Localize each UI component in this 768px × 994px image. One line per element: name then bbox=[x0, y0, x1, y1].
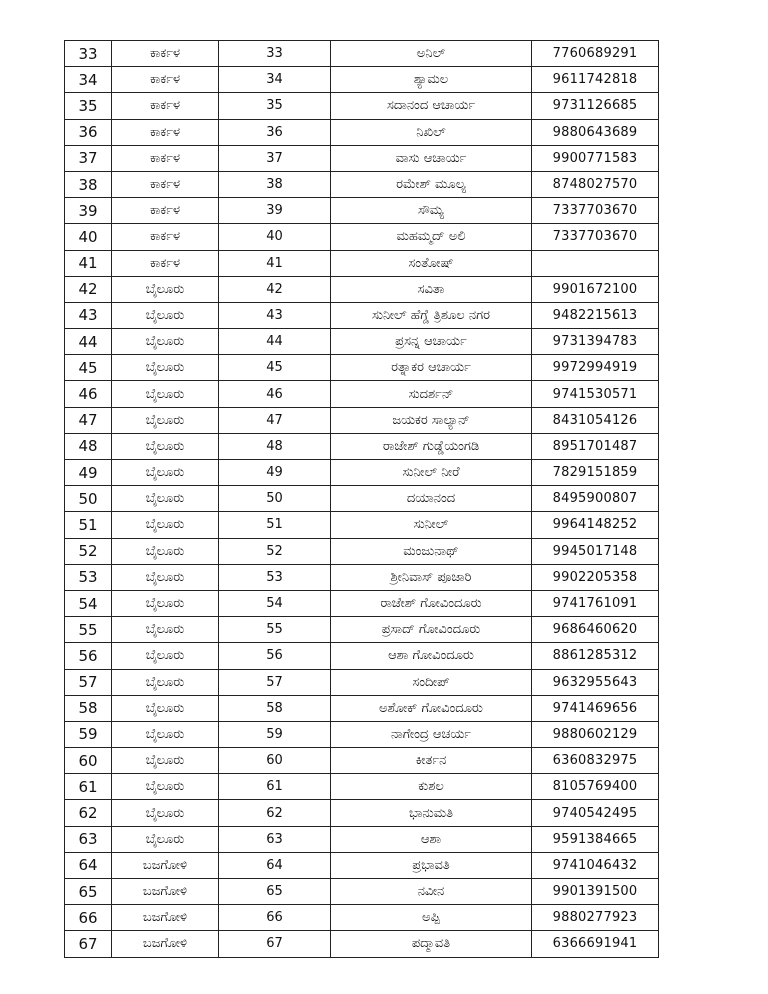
place-cell: ಬೈಲೂರು bbox=[112, 590, 219, 616]
person-name-cell: ಸುನೀಲ್ ನೀರೆ bbox=[331, 460, 532, 486]
serial-number-cell: 67 bbox=[65, 931, 112, 957]
serial-number-cell: 43 bbox=[65, 302, 112, 328]
table-row bbox=[65, 564, 659, 590]
table-row bbox=[65, 119, 659, 145]
booth-number-cell: 50 bbox=[219, 486, 331, 512]
serial-number-cell: 56 bbox=[65, 643, 112, 669]
place-cell: ಬೈಲೂರು bbox=[112, 617, 219, 643]
phone-number-cell: 9731126685 bbox=[532, 93, 659, 119]
phone-number-cell: 9611742818 bbox=[532, 67, 659, 93]
person-name-cell: ಪದ್ಮಾವತಿ bbox=[331, 931, 532, 957]
place-cell: ಬೈಲೂರು bbox=[112, 433, 219, 459]
serial-number-cell: 53 bbox=[65, 564, 112, 590]
person-name-cell: ನಿಖಿಲ್ bbox=[331, 119, 532, 145]
place-cell: ಬೈಲೂರು bbox=[112, 774, 219, 800]
place-cell: ಬಜಗೋಳಿ bbox=[112, 905, 219, 931]
place-cell: ಕಾರ್ಕಳ bbox=[112, 119, 219, 145]
serial-number-cell: 45 bbox=[65, 355, 112, 381]
phone-number-cell: 7829151859 bbox=[532, 460, 659, 486]
serial-number-cell: 50 bbox=[65, 486, 112, 512]
booth-number-cell: 38 bbox=[219, 171, 331, 197]
phone-number-cell: 9741761091 bbox=[532, 590, 659, 616]
booth-number-cell: 52 bbox=[219, 538, 331, 564]
serial-number-cell: 64 bbox=[65, 852, 112, 878]
person-name-cell: ಭಾನುಮತಿ bbox=[331, 800, 532, 826]
phone-number-cell: 9880602129 bbox=[532, 721, 659, 747]
booth-number-cell: 41 bbox=[219, 250, 331, 276]
booth-number-cell: 33 bbox=[219, 41, 331, 67]
place-cell: ಬೈಲೂರು bbox=[112, 460, 219, 486]
person-name-cell: ಸೌಮ್ಯ bbox=[331, 198, 532, 224]
place-cell: ಬೈಲೂರು bbox=[112, 381, 219, 407]
booth-number-cell: 47 bbox=[219, 407, 331, 433]
serial-number-cell: 41 bbox=[65, 250, 112, 276]
serial-number-cell: 35 bbox=[65, 93, 112, 119]
place-cell: ಬಜಗೋಳಿ bbox=[112, 852, 219, 878]
phone-number-cell: 9900771583 bbox=[532, 145, 659, 171]
table-row bbox=[65, 41, 659, 67]
phone-number-cell: 7337703670 bbox=[532, 198, 659, 224]
table-row bbox=[65, 276, 659, 302]
place-cell: ಬೈಲೂರು bbox=[112, 721, 219, 747]
table-row bbox=[65, 538, 659, 564]
person-name-cell: ಸುದರ್ಶನ್ bbox=[331, 381, 532, 407]
table-row bbox=[65, 774, 659, 800]
booth-number-cell: 56 bbox=[219, 643, 331, 669]
booth-number-cell: 67 bbox=[219, 931, 331, 957]
person-name-cell: ವಾಸು ಆಚಾರ್ಯ bbox=[331, 145, 532, 171]
person-name-cell: ರತ್ನಾಕರ ಆಚಾರ್ಯ bbox=[331, 355, 532, 381]
place-cell: ಬೈಲೂರು bbox=[112, 748, 219, 774]
phone-number-cell: 9902205358 bbox=[532, 564, 659, 590]
booth-number-cell: 34 bbox=[219, 67, 331, 93]
serial-number-cell: 44 bbox=[65, 329, 112, 355]
place-cell: ಬೈಲೂರು bbox=[112, 695, 219, 721]
phone-number-cell: 9901391500 bbox=[532, 879, 659, 905]
serial-number-cell: 65 bbox=[65, 879, 112, 905]
person-name-cell: ಅಪ್ಪಿ bbox=[331, 905, 532, 931]
place-cell: ಬಜಗೋಳಿ bbox=[112, 931, 219, 957]
serial-number-cell: 36 bbox=[65, 119, 112, 145]
serial-number-cell: 39 bbox=[65, 198, 112, 224]
phone-number-cell: 9880643689 bbox=[532, 119, 659, 145]
table-row bbox=[65, 669, 659, 695]
person-name-cell: ಸುನೀಲ್ ಹೆಗ್ಡೆ ತ್ರಿಶೂಲ ನಗರ bbox=[331, 302, 532, 328]
table-row bbox=[65, 433, 659, 459]
person-name-cell: ರಮೇಶ್ ಮೂಲ್ಯ bbox=[331, 171, 532, 197]
place-cell: ಬೈಲೂರು bbox=[112, 486, 219, 512]
place-cell: ಬೈಲೂರು bbox=[112, 407, 219, 433]
phone-number-cell: 9901672100 bbox=[532, 276, 659, 302]
document-page bbox=[64, 40, 658, 958]
person-name-cell: ಪ್ರಸಾದ್ ಗೋವಿಂದೂರು bbox=[331, 617, 532, 643]
serial-number-cell: 59 bbox=[65, 721, 112, 747]
table-body bbox=[65, 41, 659, 958]
table-row bbox=[65, 590, 659, 616]
table-row bbox=[65, 407, 659, 433]
phone-number-cell: 9731394783 bbox=[532, 329, 659, 355]
booth-number-cell: 54 bbox=[219, 590, 331, 616]
table-row bbox=[65, 721, 659, 747]
phone-number-cell bbox=[532, 250, 659, 276]
place-cell: ಕಾರ್ಕಳ bbox=[112, 93, 219, 119]
person-name-cell: ಪ್ರಸನ್ನ ಆಚಾರ್ಯ bbox=[331, 329, 532, 355]
person-name-cell: ಆಶಾ bbox=[331, 826, 532, 852]
booth-number-cell: 43 bbox=[219, 302, 331, 328]
phone-number-cell: 6366691941 bbox=[532, 931, 659, 957]
person-name-cell: ನಾಗೇಂದ್ರ ಆಚರ್ಯ bbox=[331, 721, 532, 747]
serial-number-cell: 55 bbox=[65, 617, 112, 643]
booth-number-cell: 48 bbox=[219, 433, 331, 459]
booth-number-cell: 55 bbox=[219, 617, 331, 643]
table-row bbox=[65, 879, 659, 905]
serial-number-cell: 60 bbox=[65, 748, 112, 774]
booth-number-cell: 63 bbox=[219, 826, 331, 852]
table-row bbox=[65, 198, 659, 224]
serial-number-cell: 47 bbox=[65, 407, 112, 433]
booth-number-cell: 66 bbox=[219, 905, 331, 931]
serial-number-cell: 54 bbox=[65, 590, 112, 616]
table-row bbox=[65, 643, 659, 669]
table-row bbox=[65, 329, 659, 355]
place-cell: ಕಾರ್ಕಳ bbox=[112, 145, 219, 171]
place-cell: ಬೈಲೂರು bbox=[112, 643, 219, 669]
person-name-cell: ಕುಶಲ bbox=[331, 774, 532, 800]
place-cell: ಕಾರ್ಕಳ bbox=[112, 67, 219, 93]
phone-number-cell: 9482215613 bbox=[532, 302, 659, 328]
booth-number-cell: 58 bbox=[219, 695, 331, 721]
table-row bbox=[65, 852, 659, 878]
person-name-cell: ರಾಜೇಶ್ ಗೋವಿಂದೂರು bbox=[331, 590, 532, 616]
place-cell: ಬಜಗೋಳಿ bbox=[112, 879, 219, 905]
person-name-cell: ಸದಾನಂದ ಆಚಾರ್ಯ bbox=[331, 93, 532, 119]
booth-number-cell: 44 bbox=[219, 329, 331, 355]
place-cell: ಕಾರ್ಕಳ bbox=[112, 250, 219, 276]
serial-number-cell: 34 bbox=[65, 67, 112, 93]
phone-number-cell: 6360832975 bbox=[532, 748, 659, 774]
person-name-cell: ಮಹಮ್ಮದ್ ಅಲಿ bbox=[331, 224, 532, 250]
serial-number-cell: 62 bbox=[65, 800, 112, 826]
phone-number-cell: 9741046432 bbox=[532, 852, 659, 878]
booth-number-cell: 65 bbox=[219, 879, 331, 905]
place-cell: ಬೈಲೂರು bbox=[112, 329, 219, 355]
serial-number-cell: 51 bbox=[65, 512, 112, 538]
person-name-cell: ಅನಿಲ್ bbox=[331, 41, 532, 67]
volunteer-table bbox=[64, 40, 659, 958]
booth-number-cell: 59 bbox=[219, 721, 331, 747]
table-row bbox=[65, 748, 659, 774]
person-name-cell: ಸುನೀಲ್ bbox=[331, 512, 532, 538]
person-name-cell: ದಯಾನಂದ bbox=[331, 486, 532, 512]
person-name-cell: ಪ್ರಭಾವತಿ bbox=[331, 852, 532, 878]
place-cell: ಕಾರ್ಕಳ bbox=[112, 224, 219, 250]
booth-number-cell: 42 bbox=[219, 276, 331, 302]
person-name-cell: ಕೀರ್ತನ bbox=[331, 748, 532, 774]
phone-number-cell: 9945017148 bbox=[532, 538, 659, 564]
phone-number-cell: 9741469656 bbox=[532, 695, 659, 721]
booth-number-cell: 39 bbox=[219, 198, 331, 224]
person-name-cell: ಜಯಕರ ಸಾಲ್ಯಾನ್ bbox=[331, 407, 532, 433]
phone-number-cell: 7337703670 bbox=[532, 224, 659, 250]
booth-number-cell: 46 bbox=[219, 381, 331, 407]
serial-number-cell: 63 bbox=[65, 826, 112, 852]
booth-number-cell: 37 bbox=[219, 145, 331, 171]
booth-number-cell: 40 bbox=[219, 224, 331, 250]
phone-number-cell: 9591384665 bbox=[532, 826, 659, 852]
table-row bbox=[65, 800, 659, 826]
phone-number-cell: 8495900807 bbox=[532, 486, 659, 512]
person-name-cell: ಅಶೋಕ್ ಗೋವಿಂದೂರು bbox=[331, 695, 532, 721]
table-row bbox=[65, 93, 659, 119]
phone-number-cell: 9741530571 bbox=[532, 381, 659, 407]
serial-number-cell: 58 bbox=[65, 695, 112, 721]
serial-number-cell: 49 bbox=[65, 460, 112, 486]
phone-number-cell: 8431054126 bbox=[532, 407, 659, 433]
person-name-cell: ಸಂತೋಷ್ bbox=[331, 250, 532, 276]
person-name-cell: ನವೀನ bbox=[331, 879, 532, 905]
booth-number-cell: 64 bbox=[219, 852, 331, 878]
place-cell: ಬೈಲೂರು bbox=[112, 669, 219, 695]
phone-number-cell: 9964148252 bbox=[532, 512, 659, 538]
place-cell: ಬೈಲೂರು bbox=[112, 826, 219, 852]
table-row bbox=[65, 486, 659, 512]
phone-number-cell: 9972994919 bbox=[532, 355, 659, 381]
person-name-cell: ರಾಜೇಶ್ ಗುಡ್ಡೆಯಂಗಡಿ bbox=[331, 433, 532, 459]
table-row bbox=[65, 460, 659, 486]
person-name-cell: ಶ್ರೀನಿವಾಸ್ ಪೂಜಾರಿ bbox=[331, 564, 532, 590]
table-row bbox=[65, 512, 659, 538]
phone-number-cell: 8748027570 bbox=[532, 171, 659, 197]
booth-number-cell: 60 bbox=[219, 748, 331, 774]
table-row bbox=[65, 931, 659, 957]
booth-number-cell: 57 bbox=[219, 669, 331, 695]
table-row bbox=[65, 302, 659, 328]
booth-number-cell: 62 bbox=[219, 800, 331, 826]
place-cell: ಬೈಲೂರು bbox=[112, 276, 219, 302]
table-row bbox=[65, 826, 659, 852]
table-row bbox=[65, 905, 659, 931]
table-row bbox=[65, 250, 659, 276]
phone-number-cell: 9686460620 bbox=[532, 617, 659, 643]
place-cell: ಬೈಲೂರು bbox=[112, 800, 219, 826]
place-cell: ಕಾರ್ಕಳ bbox=[112, 171, 219, 197]
serial-number-cell: 57 bbox=[65, 669, 112, 695]
table-row bbox=[65, 695, 659, 721]
phone-number-cell: 8861285312 bbox=[532, 643, 659, 669]
booth-number-cell: 61 bbox=[219, 774, 331, 800]
phone-number-cell: 9632955643 bbox=[532, 669, 659, 695]
serial-number-cell: 40 bbox=[65, 224, 112, 250]
place-cell: ಕಾರ್ಕಳ bbox=[112, 198, 219, 224]
phone-number-cell: 8105769400 bbox=[532, 774, 659, 800]
serial-number-cell: 37 bbox=[65, 145, 112, 171]
booth-number-cell: 51 bbox=[219, 512, 331, 538]
place-cell: ಬೈಲೂರು bbox=[112, 355, 219, 381]
serial-number-cell: 42 bbox=[65, 276, 112, 302]
table-row bbox=[65, 381, 659, 407]
table-row bbox=[65, 617, 659, 643]
person-name-cell: ಮಂಜುನಾಥ್ bbox=[331, 538, 532, 564]
booth-number-cell: 36 bbox=[219, 119, 331, 145]
serial-number-cell: 38 bbox=[65, 171, 112, 197]
phone-number-cell: 9740542495 bbox=[532, 800, 659, 826]
table-row bbox=[65, 355, 659, 381]
serial-number-cell: 46 bbox=[65, 381, 112, 407]
person-name-cell: ಸಂದೀಪ್ bbox=[331, 669, 532, 695]
serial-number-cell: 52 bbox=[65, 538, 112, 564]
person-name-cell: ಶ್ಯಾಮಲ bbox=[331, 67, 532, 93]
table-row bbox=[65, 224, 659, 250]
phone-number-cell: 9880277923 bbox=[532, 905, 659, 931]
serial-number-cell: 48 bbox=[65, 433, 112, 459]
phone-number-cell: 8951701487 bbox=[532, 433, 659, 459]
place-cell: ಬೈಲೂರು bbox=[112, 538, 219, 564]
place-cell: ಬೈಲೂರು bbox=[112, 564, 219, 590]
place-cell: ಬೈಲೂರು bbox=[112, 302, 219, 328]
booth-number-cell: 35 bbox=[219, 93, 331, 119]
table-row bbox=[65, 171, 659, 197]
serial-number-cell: 61 bbox=[65, 774, 112, 800]
place-cell: ಬೈಲೂರು bbox=[112, 512, 219, 538]
place-cell: ಕಾರ್ಕಳ bbox=[112, 41, 219, 67]
table-row bbox=[65, 145, 659, 171]
person-name-cell: ಆಶಾ ಗೋವಿಂದೂರು bbox=[331, 643, 532, 669]
person-name-cell: ಸವಿತಾ bbox=[331, 276, 532, 302]
serial-number-cell: 66 bbox=[65, 905, 112, 931]
booth-number-cell: 45 bbox=[219, 355, 331, 381]
booth-number-cell: 53 bbox=[219, 564, 331, 590]
booth-number-cell: 49 bbox=[219, 460, 331, 486]
table-row bbox=[65, 67, 659, 93]
serial-number-cell: 33 bbox=[65, 41, 112, 67]
phone-number-cell: 7760689291 bbox=[532, 41, 659, 67]
